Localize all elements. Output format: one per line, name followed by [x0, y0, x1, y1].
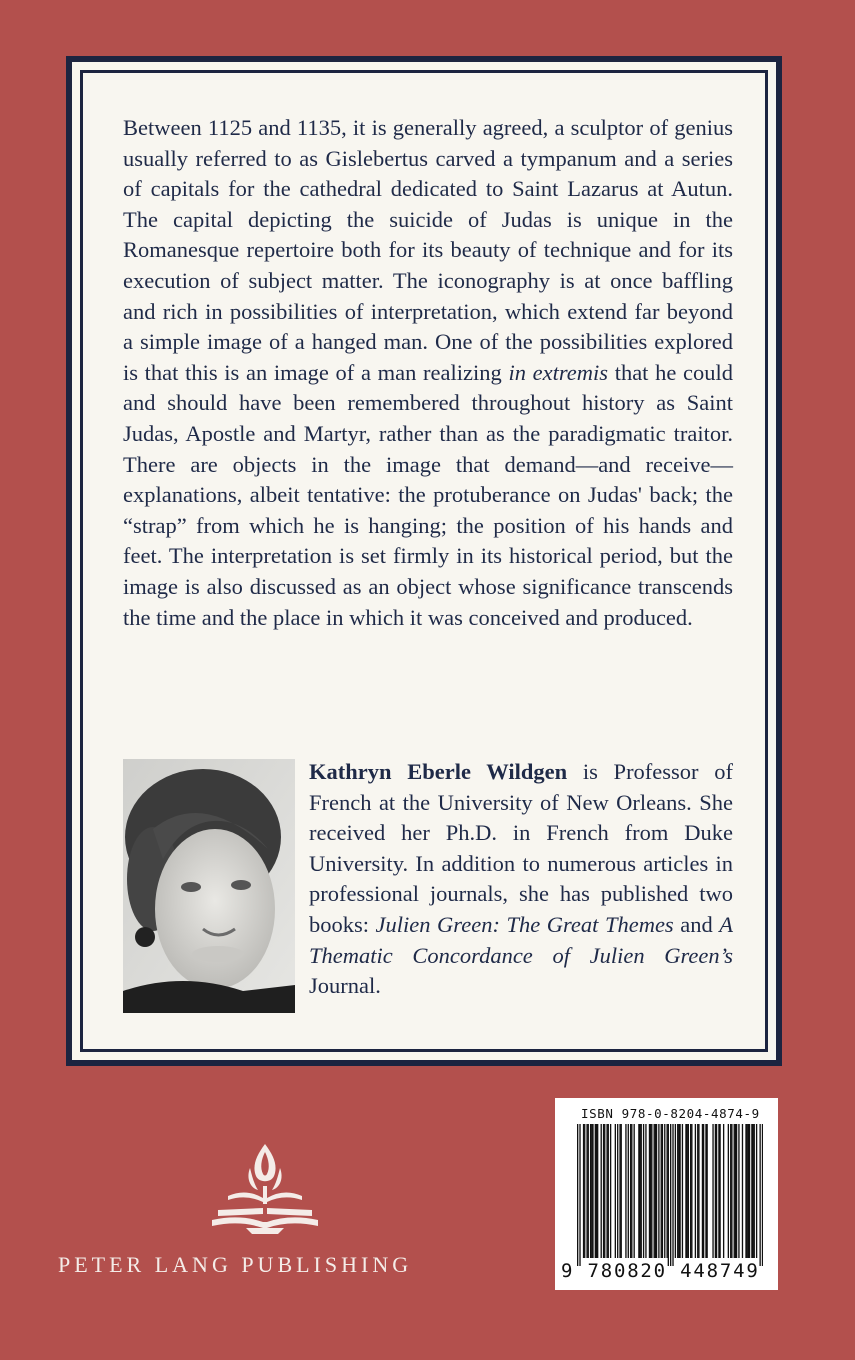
barcode-bar	[675, 1124, 676, 1258]
barcode-bar	[601, 1124, 602, 1258]
barcode-bar	[677, 1124, 678, 1258]
barcode-bar	[706, 1124, 707, 1258]
barcode-bar	[596, 1124, 597, 1258]
barcode-bar	[702, 1124, 703, 1258]
barcode-bar	[588, 1124, 589, 1258]
barcode-bar	[682, 1124, 683, 1258]
barcode-bar	[645, 1124, 646, 1258]
barcode-bar	[592, 1124, 593, 1258]
barcode-bar	[649, 1124, 650, 1258]
barcode-bar	[670, 1124, 671, 1266]
barcode-bar	[686, 1124, 687, 1258]
barcode-bar	[584, 1124, 585, 1258]
barcode-bar	[650, 1124, 651, 1258]
barcode-bar	[604, 1124, 605, 1258]
barcode-bar	[688, 1124, 689, 1258]
barcode-bar	[662, 1124, 663, 1258]
barcode-bar	[751, 1124, 752, 1258]
barcode-bar	[655, 1124, 656, 1258]
barcode-bar	[641, 1124, 642, 1258]
barcode-bar	[583, 1124, 584, 1258]
barcode-bar	[715, 1124, 716, 1258]
description-emphasis: in extremis	[508, 359, 609, 385]
back-cover-panel	[66, 56, 782, 1066]
barcode-bar	[658, 1124, 659, 1258]
barcode-bar	[617, 1124, 618, 1258]
barcode-bar	[762, 1124, 763, 1266]
description-text-1: Between 1125 and 1135, it is generally agreed, a sculptor of genius usually referred to as Gislebertus carved a tympanum and a series of capitals for the cathedral dedicated to Saint Lazarus at Autun. The capital depicting the suicide of Judas is unique in the Romanesque repertoire both for its beauty of technique and for its execution of subject matter. The iconography is at once baffling and rich in possibilities of interpretation, which extend far beyond a simple image of a hanged man. One of the possibilities explored is that this is an image of a man realizing	[123, 115, 733, 385]
barcode-bar	[643, 1124, 644, 1258]
barcode-bar	[742, 1124, 743, 1258]
author-name: Kathryn Eberle Wildgen	[309, 759, 568, 784]
barcode-bar	[651, 1124, 652, 1258]
barcode-bar	[747, 1124, 748, 1258]
barcode-bar	[666, 1124, 667, 1258]
barcode-bar	[756, 1124, 757, 1258]
barcode-bar	[597, 1124, 598, 1258]
barcode-bar	[668, 1124, 669, 1266]
barcode-bar	[712, 1124, 713, 1258]
publisher-name: PETER LANG PUBLISHING	[58, 1252, 413, 1277]
barcode-bar	[639, 1124, 640, 1258]
panel-content	[80, 70, 768, 1052]
barcode-bar	[672, 1124, 673, 1266]
barcode-bar	[736, 1124, 737, 1258]
barcode-bar	[749, 1124, 750, 1258]
book-title-2: A Thematic Concordance of Julien Green’s	[309, 911, 733, 968]
bio-text-1: is Professor of French at the University of New Orleans. She received her Ph.D. in French from Duke University. In addition to numerous articles in professional journals, she has published two books:	[309, 759, 733, 937]
barcode-bar	[610, 1124, 611, 1258]
barcode-bar	[690, 1124, 691, 1258]
barcode-bar	[591, 1124, 592, 1258]
barcode-bar	[586, 1124, 587, 1258]
author-portrait-image	[123, 759, 295, 1013]
author-photo	[123, 759, 295, 1013]
barcode-bar	[619, 1124, 620, 1258]
barcode-bar	[654, 1124, 655, 1258]
book-title-2-tail: Journal.	[309, 973, 381, 999]
barcode-bar	[664, 1124, 665, 1258]
barcode-bar	[656, 1124, 657, 1258]
panel-frame	[72, 62, 776, 1060]
barcode-bar	[703, 1124, 704, 1258]
isbn-barcode	[555, 1098, 778, 1290]
bio-text-2: and	[673, 911, 720, 937]
barcode-bar	[631, 1124, 632, 1258]
barcode-bar	[634, 1124, 635, 1258]
barcode-bar	[752, 1124, 753, 1258]
barcode-bar	[754, 1124, 755, 1258]
publisher-logo-icon	[206, 1138, 324, 1238]
barcode-bar	[738, 1124, 739, 1258]
barcode-bars	[577, 1124, 763, 1266]
barcode-bar	[579, 1124, 580, 1266]
barcode-digits: 9 780820 448749	[561, 1260, 760, 1282]
barcode-bar	[728, 1124, 729, 1258]
barcode-bar	[723, 1124, 724, 1258]
barcode-bar	[638, 1124, 639, 1258]
description-text-2: that he could and should have been remembered throughout history as Saint Judas, Apostle and Martyr, rather than as the paradigmatic traitor. There are objects in the image that demand—and receive—explanations, albeit tentative: the protuberance on Judas' back; the “strap” from which he is hanging; the position of his hands and feet. The interpretation is set firmly in its historical period, but the image is also discussed as an object whose significance transcends the time and the place in which it was conceived and produced.	[123, 359, 734, 630]
barcode-bar	[678, 1124, 679, 1258]
book-description	[123, 113, 733, 633]
barcode-bar	[685, 1124, 686, 1258]
barcode-bar	[577, 1124, 578, 1266]
barcode-bar	[735, 1124, 736, 1258]
barcode-bar	[661, 1124, 662, 1258]
barcode-bar	[606, 1124, 607, 1258]
barcode-bar	[621, 1124, 622, 1258]
isbn-label: ISBN 978-0-8204-4874-9	[581, 1106, 760, 1121]
author-bio	[309, 757, 733, 1002]
barcode-bar	[697, 1124, 698, 1258]
barcode-bar	[719, 1124, 720, 1258]
barcode-bar	[745, 1124, 746, 1258]
barcode-bar	[603, 1124, 604, 1258]
barcode-bar	[691, 1124, 692, 1258]
barcode-bar	[608, 1124, 609, 1258]
barcode-bar	[679, 1124, 680, 1258]
barcode-bar	[595, 1124, 596, 1258]
barcode-bar	[628, 1124, 629, 1258]
barcode-bar	[718, 1124, 719, 1258]
barcode-bar	[630, 1124, 631, 1258]
barcode-bar	[705, 1124, 706, 1258]
book-title-1: Julien Green: The Great Themes	[375, 911, 674, 937]
barcode-bar	[748, 1124, 749, 1258]
barcode-bar	[759, 1124, 760, 1266]
barcode-bar	[615, 1124, 616, 1258]
barcode-bar	[716, 1124, 717, 1258]
barcode-bar	[731, 1124, 732, 1258]
barcode-bar	[698, 1124, 699, 1258]
barcode-bar	[625, 1124, 626, 1258]
barcode-bar	[590, 1124, 591, 1258]
barcode-bar	[730, 1124, 731, 1258]
barcode-bar	[734, 1124, 735, 1258]
barcode-bar	[695, 1124, 696, 1258]
